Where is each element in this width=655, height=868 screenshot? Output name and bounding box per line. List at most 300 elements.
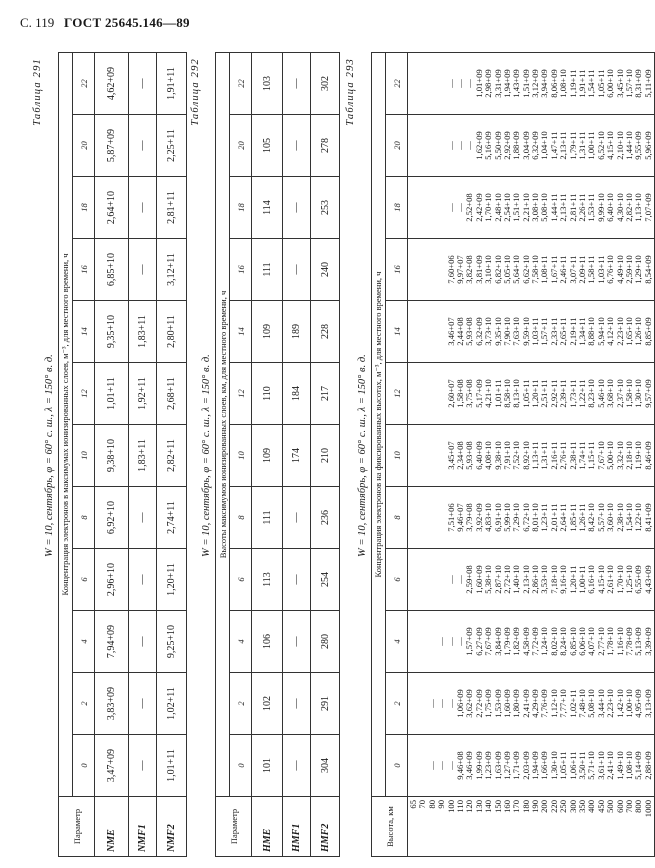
- concentration-value: 2,09+11: [577, 255, 588, 284]
- table-cell: —: [129, 239, 157, 301]
- concentration-value: 1,00+10: [623, 689, 634, 718]
- concentration-value: 1,58+10: [623, 379, 634, 408]
- hour-header: 10: [386, 425, 408, 487]
- concentration-value: 2,88+09: [642, 751, 653, 780]
- concentration-value: 5,00+10: [605, 441, 616, 470]
- concentration-value: 1,30+10: [548, 751, 559, 780]
- concentration-value: 2,23+10: [605, 689, 616, 718]
- concentration-value: 3,82+08: [464, 255, 475, 284]
- concentration-value: 1,88+09: [511, 131, 522, 160]
- table-cell: 6,92+10: [95, 487, 129, 549]
- concentration-value: —: [445, 761, 456, 770]
- height-value: 500: [605, 800, 616, 813]
- blank-line: [409, 240, 418, 299]
- concentration-value: 1,47+11: [548, 131, 559, 160]
- hour-header: 8: [73, 487, 95, 549]
- hour-header: 8: [386, 487, 408, 549]
- table-cell: 3,12+11: [157, 239, 187, 301]
- concentration-value: 3,46+07: [445, 317, 456, 346]
- concentration-value: 3,60+10: [605, 503, 616, 532]
- concentration-value: 4,95+09: [633, 689, 644, 718]
- concentration-value: 1,25+10: [623, 565, 634, 594]
- table-cell: —: [129, 611, 157, 673]
- concentration-value: 2,21+10: [520, 193, 531, 222]
- concentration-value: 1,26+10: [633, 317, 644, 346]
- height-value: 190: [530, 800, 541, 813]
- table-293-caption: W = 10, сентябрь, φ = 60° с. ш., λ = 150° в. д.: [357, 354, 368, 557]
- concentration-value: 7,91+10: [501, 441, 512, 470]
- concentration-value: 3,31+09: [492, 69, 503, 98]
- concentration-value: 1,19+11: [567, 69, 578, 98]
- hour-header: 0: [386, 735, 408, 797]
- concentration-value: 6,27+09: [473, 627, 484, 656]
- concentration-value: 7,18+10: [548, 565, 559, 594]
- table-cell: 109: [252, 301, 283, 363]
- hour-header: 6: [73, 549, 95, 611]
- concentration-value: 5,16+09: [483, 131, 494, 160]
- concentration-value: 9,16+10: [558, 565, 569, 594]
- table-cell: 2,74+11: [157, 487, 187, 549]
- concentration-value: 3,53+10: [539, 565, 550, 594]
- concentration-value: 2,72+10: [501, 565, 512, 594]
- concentration-value: 4,49+10: [614, 255, 625, 284]
- height-value: 160: [501, 800, 512, 813]
- hour-header: 0: [73, 735, 95, 797]
- concentration-value: 7,76+09: [539, 689, 550, 718]
- concentration-value: 3,44+10: [595, 689, 606, 718]
- concentration-value: 3,07+11: [567, 255, 578, 284]
- concentration-value: 2,72+09: [473, 689, 484, 718]
- concentration-value: 1,57+10: [623, 69, 634, 98]
- table-cell: —: [129, 487, 157, 549]
- concentration-value: 9,59+10: [520, 317, 531, 346]
- blank-line: [428, 116, 437, 175]
- concentration-value: 6,40+10: [605, 193, 616, 222]
- param-name: NMF1: [129, 797, 157, 857]
- concentration-value: 2,92+11: [548, 379, 559, 408]
- hour-header: 20: [230, 115, 252, 177]
- concentration-value: 1,60+09: [473, 565, 484, 594]
- concentration-value: 8,13+10: [511, 379, 522, 408]
- concentration-value: 2,65+11: [558, 317, 569, 346]
- table-cell: 304: [311, 735, 340, 797]
- height-value: 700: [623, 800, 634, 813]
- value-column: [408, 363, 655, 425]
- hour-header: 2: [230, 673, 252, 735]
- concentration-value: 3,61+10: [595, 751, 606, 780]
- concentration-value: 8,41+09: [642, 503, 653, 532]
- concentration-value: —: [454, 637, 465, 646]
- concentration-value: 5,50+09: [492, 131, 503, 160]
- concentration-value: 1,99+09: [473, 751, 484, 780]
- hour-header: 0: [230, 735, 252, 797]
- height-value: 70: [417, 800, 428, 809]
- concentration-value: 2,60+07: [445, 379, 456, 408]
- span-header: Концентрация электронов на фиксированных высотах, м⁻³, для местного времени, ч: [372, 53, 386, 797]
- concentration-value: 6,55+09: [633, 565, 644, 594]
- concentration-value: 1,79+11: [567, 131, 578, 160]
- concentration-value: 2,26+11: [577, 193, 588, 222]
- blank-line: [418, 240, 427, 299]
- blank-line: [418, 302, 427, 361]
- concentration-value: 1,22+11: [577, 379, 588, 408]
- height-value: 90: [436, 800, 447, 809]
- hour-header: 18: [73, 177, 95, 239]
- value-column: [408, 487, 655, 549]
- concentration-value: 5,11+09: [642, 69, 653, 98]
- value-column: [408, 177, 655, 239]
- concentration-value: 3,68+10: [605, 379, 616, 408]
- concentration-value: 2,77+10: [595, 627, 606, 656]
- concentration-value: 1,51+10: [511, 193, 522, 222]
- concentration-value: 2,86+10: [530, 565, 541, 594]
- concentration-value: 1,00+11: [577, 565, 588, 594]
- table-cell: —: [129, 177, 157, 239]
- concentration-value: —: [454, 203, 465, 212]
- concentration-value: 1,94+09: [530, 751, 541, 780]
- concentration-value: 2,41+09: [520, 689, 531, 718]
- table-291-caption: W = 10, сентябрь, φ = 60° с. ш., λ = 150° в. д.: [44, 354, 55, 557]
- concentration-value: 1,42+10: [614, 689, 625, 718]
- concentration-value: 2,37+10: [614, 379, 625, 408]
- concentration-value: 1,08+11: [539, 255, 550, 284]
- hour-header: 22: [386, 53, 408, 115]
- concentration-value: 6,91+10: [492, 503, 503, 532]
- table-cell: 1,01+11: [157, 735, 187, 797]
- hour-header: 20: [73, 115, 95, 177]
- hour-header: 12: [73, 363, 95, 425]
- concentration-value: 6,72+10: [520, 503, 531, 532]
- concentration-value: 6,52+10: [595, 131, 606, 160]
- concentration-value: 1,54+11: [586, 69, 597, 98]
- concentration-value: 6,32+09: [473, 317, 484, 346]
- blank-line: [428, 178, 437, 237]
- concentration-value: 1,13+11: [530, 441, 541, 470]
- concentration-value: 1,30+10: [633, 379, 644, 408]
- concentration-value: 2,59+08: [464, 565, 475, 594]
- table-cell: 102: [252, 673, 283, 735]
- concentration-value: 1,23+11: [539, 503, 550, 532]
- height-value: 180: [520, 800, 531, 813]
- concentration-value: 1,49+10: [614, 751, 625, 780]
- concentration-value: 5,93+08: [464, 317, 475, 346]
- concentration-value: 1,26+11: [577, 503, 588, 532]
- concentration-value: —: [464, 79, 475, 88]
- concentration-value: —: [454, 141, 465, 150]
- table-292-label: Таблица 292: [190, 58, 201, 126]
- blank-line: [409, 116, 418, 175]
- height-value: 65: [408, 800, 418, 809]
- concentration-value: 1,01+09: [473, 69, 484, 98]
- concentration-value: 1,74+11: [577, 441, 588, 470]
- concentration-value: 7,78+09: [623, 627, 634, 656]
- concentration-value: 2,82+10: [623, 193, 634, 222]
- concentration-value: 1,20+11: [567, 565, 578, 594]
- concentration-value: 1,05+11: [558, 751, 569, 780]
- table-cell: 253: [311, 177, 340, 239]
- blank-line: [418, 612, 427, 671]
- concentration-value: 3,10+10: [483, 255, 494, 284]
- height-header: Высота, км: [372, 797, 408, 857]
- table-292: [215, 52, 340, 857]
- concentration-value: 6,16+10: [586, 565, 597, 594]
- concentration-value: 4,08+10: [483, 441, 494, 470]
- concentration-value: 2,98+09: [483, 69, 494, 98]
- hour-header: 4: [230, 611, 252, 673]
- concentration-value: 2,01+11: [548, 503, 559, 532]
- concentration-value: 1,53+09: [492, 689, 503, 718]
- concentration-value: 4,30+10: [614, 193, 625, 222]
- table-cell: 278: [311, 115, 340, 177]
- table-cell: 1,20+11: [157, 549, 187, 611]
- table-cell: 1,02+11: [157, 673, 187, 735]
- hour-header: 2: [73, 673, 95, 735]
- table-cell: 103: [252, 53, 283, 115]
- value-column: [408, 549, 655, 611]
- concentration-value: —: [436, 699, 447, 708]
- hour-header: 10: [73, 425, 95, 487]
- concentration-value: 2,23+10: [614, 317, 625, 346]
- table-cell: 113: [252, 549, 283, 611]
- concentration-value: 1,06+09: [454, 689, 465, 718]
- concentration-value: 1,91+11: [577, 69, 588, 98]
- concentration-value: —: [454, 575, 465, 584]
- concentration-value: 2,64+11: [558, 503, 569, 532]
- table-cell: —: [283, 487, 311, 549]
- concentration-value: —: [426, 699, 437, 708]
- heights-column: [408, 797, 655, 857]
- concentration-value: 3,46+09: [464, 751, 475, 780]
- concentration-value: 3,12+09: [530, 69, 541, 98]
- table-cell: 174: [283, 425, 311, 487]
- table-293-label: Таблица 293: [345, 58, 356, 126]
- concentration-value: 9,97+07: [454, 255, 465, 284]
- concentration-value: 1,31+11: [577, 131, 588, 160]
- concentration-value: 1,02+11: [567, 689, 578, 718]
- blank-line: [409, 674, 418, 733]
- concentration-value: 1,23+09: [483, 751, 494, 780]
- concentration-value: 8,01+10: [530, 503, 541, 532]
- table-cell: 2,82+11: [157, 425, 187, 487]
- table-cell: 9,38+10: [95, 425, 129, 487]
- concentration-value: 7,67+10: [595, 441, 606, 470]
- concentration-value: 5,13+09: [633, 627, 644, 656]
- hour-header: 16: [73, 239, 95, 301]
- height-value: 200: [539, 800, 550, 813]
- table-cell: —: [129, 53, 157, 115]
- concentration-value: 2,54+10: [501, 193, 512, 222]
- concentration-value: 1,40+10: [511, 565, 522, 594]
- table-cell: —: [283, 239, 311, 301]
- blank-line: [418, 426, 427, 485]
- hour-header: 6: [230, 549, 252, 611]
- param-name: HMF2: [311, 797, 340, 857]
- table-cell: —: [283, 549, 311, 611]
- concentration-value: 9,38+10: [492, 441, 503, 470]
- concentration-value: 1,58+08: [454, 379, 465, 408]
- concentration-value: 1,60+09: [501, 689, 512, 718]
- concentration-value: 2,38+11: [567, 441, 578, 470]
- concentration-value: 6,32+09: [530, 131, 541, 160]
- concentration-value: 7,07+09: [642, 193, 653, 222]
- concentration-value: 9,46+07: [454, 503, 465, 532]
- concentration-value: 1,27+09: [501, 751, 512, 780]
- concentration-value: 2,59+10: [623, 255, 634, 284]
- concentration-value: 1,15+11: [586, 441, 597, 470]
- concentration-value: 3,75+08: [464, 379, 475, 408]
- concentration-value: 3,45+07: [445, 441, 456, 470]
- concentration-value: 1,13+10: [633, 193, 644, 222]
- concentration-value: —: [436, 761, 447, 770]
- concentration-value: 1,78+10: [605, 627, 616, 656]
- concentration-value: 3,13+09: [642, 689, 653, 718]
- table-cell: 4,62+09: [95, 53, 129, 115]
- concentration-value: 3,08+10: [530, 193, 541, 222]
- value-column: [408, 425, 655, 487]
- concentration-value: 1,51+09: [520, 69, 531, 98]
- table-cell: 110: [252, 363, 283, 425]
- concentration-value: 1,71+09: [511, 751, 522, 780]
- concentration-value: 2,34+08: [454, 441, 465, 470]
- table-cell: 105: [252, 115, 283, 177]
- concentration-value: 1,29+10: [633, 255, 644, 284]
- concentration-value: 4,83+10: [483, 503, 494, 532]
- concentration-value: 2,42+09: [473, 193, 484, 222]
- concentration-value: 7,72+09: [530, 627, 541, 656]
- concentration-value: 7,60+06: [445, 255, 456, 284]
- hour-header: 12: [230, 363, 252, 425]
- table-cell: —: [283, 177, 311, 239]
- concentration-value: 7,58+10: [530, 255, 541, 284]
- concentration-value: 5,17+09: [473, 379, 484, 408]
- concentration-value: 2,19+11: [567, 317, 578, 346]
- concentration-value: 7,48+10: [577, 689, 588, 718]
- concentration-value: 1,03+11: [595, 255, 606, 284]
- table-cell: 2,25+11: [157, 115, 187, 177]
- span-header: Высоты максимумов ионизированных слоев, км, для местного времени, ч: [216, 53, 230, 797]
- concentration-value: 1,73+11: [567, 379, 578, 408]
- table-293: [371, 52, 655, 857]
- table-cell: 240: [311, 239, 340, 301]
- concentration-value: 2,13+10: [520, 565, 531, 594]
- table-cell: 217: [311, 363, 340, 425]
- concentration-value: 5,96+09: [642, 131, 653, 160]
- concentration-value: 2,52+08: [464, 193, 475, 222]
- height-value: 400: [586, 800, 597, 813]
- hour-header: 14: [386, 301, 408, 363]
- concentration-value: 1,16+10: [614, 627, 625, 656]
- blank-line: [428, 302, 437, 361]
- concentration-value: 8,02+10: [548, 627, 559, 656]
- concentration-value: 7,67+09: [483, 627, 494, 656]
- concentration-value: 2,38+10: [614, 503, 625, 532]
- height-value: 350: [577, 800, 588, 813]
- value-column: [408, 611, 655, 673]
- height-value: 450: [595, 800, 606, 813]
- concentration-value: —: [445, 79, 456, 88]
- concentration-value: 1,66+09: [539, 751, 550, 780]
- table-cell: —: [129, 673, 157, 735]
- param-header: Параметр: [59, 797, 95, 857]
- concentration-value: 2,10+10: [614, 131, 625, 160]
- concentration-value: 1,82+09: [511, 627, 522, 656]
- concentration-value: 5,08+10: [539, 193, 550, 222]
- height-value: 150: [492, 800, 503, 813]
- concentration-value: 1,70+10: [614, 565, 625, 594]
- blank-line: [409, 612, 418, 671]
- concentration-value: 8,92+10: [520, 441, 531, 470]
- blank-line: [409, 364, 418, 423]
- standard-id: ГОСТ 25645.146—89: [63, 15, 190, 30]
- blank-line: [418, 116, 427, 175]
- concentration-value: 5,93+08: [464, 441, 475, 470]
- concentration-value: 4,07+10: [586, 627, 597, 656]
- concentration-value: 1,12+10: [548, 689, 559, 718]
- concentration-value: 5,08+10: [586, 689, 597, 718]
- concentration-value: 5,14+09: [633, 751, 644, 780]
- concentration-value: 1,34+11: [577, 317, 588, 346]
- table-cell: 5,87+09: [95, 115, 129, 177]
- concentration-value: 1,79+09: [501, 627, 512, 656]
- concentration-value: 6,06+10: [577, 627, 588, 656]
- param-name: HME: [252, 797, 283, 857]
- table-cell: 9,35+10: [95, 301, 129, 363]
- concentration-value: 3,04+09: [520, 131, 531, 160]
- hour-header: 14: [230, 301, 252, 363]
- concentration-value: 5,99+10: [501, 503, 512, 532]
- concentration-value: 4,58+09: [520, 627, 531, 656]
- concentration-value: 4,15+10: [605, 131, 616, 160]
- concentration-value: 3,92+09: [473, 503, 484, 532]
- concentration-value: 1,75+09: [483, 689, 494, 718]
- concentration-value: 1,53+11: [586, 193, 597, 222]
- concentration-value: 1,54+10: [623, 503, 634, 532]
- concentration-value: —: [445, 575, 456, 584]
- concentration-value: 9,35+10: [492, 317, 503, 346]
- rotated-tables-area: [30, 52, 653, 857]
- blank-line: [409, 426, 418, 485]
- concentration-value: 3,79+08: [464, 503, 475, 532]
- concentration-value: 2,03+09: [520, 751, 531, 780]
- hour-header: 22: [73, 53, 95, 115]
- concentration-value: 8,88+10: [586, 317, 597, 346]
- concentration-value: 2,33+11: [548, 317, 559, 346]
- concentration-value: 7,90+10: [501, 317, 512, 346]
- value-column: [408, 673, 655, 735]
- blank-line: [409, 550, 418, 609]
- concentration-value: 9,55+09: [633, 131, 644, 160]
- concentration-value: 1,19+10: [633, 441, 644, 470]
- concentration-value: 3,45+10: [614, 69, 625, 98]
- concentration-value: 5,71+10: [586, 751, 597, 780]
- concentration-value: 2,39+11: [558, 379, 569, 408]
- concentration-value: 1,06+11: [567, 751, 578, 780]
- hour-header: 10: [230, 425, 252, 487]
- concentration-value: 4,43+09: [642, 565, 653, 594]
- hour-header: 8: [230, 487, 252, 549]
- table-cell: 280: [311, 611, 340, 673]
- concentration-value: 2,13+11: [558, 193, 569, 222]
- span-header: Концентрация электронов в максимумах ионизированных слоев, м⁻³, для местного времени, ч: [59, 53, 73, 797]
- value-column: [408, 115, 655, 177]
- blank-line: [428, 240, 437, 299]
- concentration-value: 1,00+11: [586, 131, 597, 160]
- concentration-value: 1,04+10: [539, 131, 550, 160]
- concentration-value: 8,54+09: [642, 255, 653, 284]
- concentration-value: 1,05+11: [520, 379, 531, 408]
- height-value: 170: [511, 800, 522, 813]
- concentration-value: 1,08+10: [623, 751, 634, 780]
